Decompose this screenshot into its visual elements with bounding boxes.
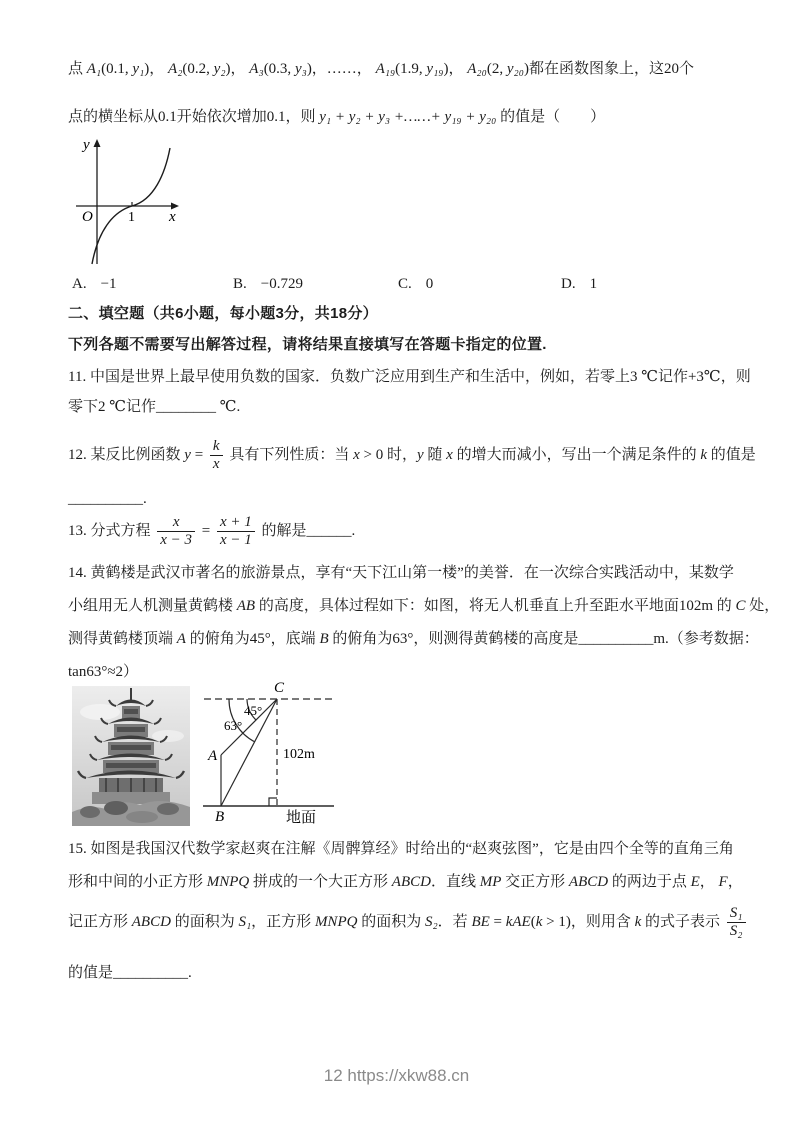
question11-line2: 零下2 ℃记作________ ℃. (68, 399, 241, 415)
angle-45-label: 45° (244, 703, 263, 718)
section-header: 二、填空题（共6小题，每小题3分，共18分） (68, 305, 378, 322)
ground-label: 地面 (286, 810, 317, 826)
page-footer: 12 https://xkw88.cn (323, 1066, 470, 1085)
graph-axes (76, 139, 179, 264)
question12-answer-blank: __________. (68, 491, 147, 507)
question12-line1: 12. 某反比例函数 y = $\frac{k}{x}$ 具有下列性质：当 x > 0 时，y 随 x 的增大而减小，写出一个满足条件的 k 的值是 (68, 438, 756, 473)
measurement-diagram (196, 678, 341, 830)
question14-line1: 14. 黄鹤楼是武汉市著名的旅游景点，享有“天下江山第一楼”的美誉．在一次综合实践活动中，某数学 (68, 565, 734, 581)
question10-line1: 点 A₁(0.1, y₁)， A₂(0.2, y₂)， A₃(0.3, y₃)，……， A₁₉(1.9, y₁₉)， A₂₀(2, y₂₀)都在函数图象上，这20个 (68, 61, 694, 77)
point-c-label: C (274, 680, 285, 696)
yellow-crane-tower-photo (72, 686, 190, 826)
question15-line2: 形和中间的小正方形 MNPQ 拼成的一个大正方形 ABCD．直线 MP 交正方形 ABCD 的两边于点 E， F， (68, 874, 743, 890)
question13-line: 13. 分式方程 $\frac{x}{x - 3}$ = $\frac{x + 1}{x - 1}$ 的解是______. (68, 514, 356, 549)
question15-line1: 15. 如图是我国汉代数学家赵爽在注解《周髀算经》时给出的“赵爽弦图”，它是由四个全等的直角三角 (68, 841, 734, 857)
graph-x-label: x (169, 209, 176, 225)
angle-63-label: 63° (224, 718, 243, 733)
graph-origin-label: O (82, 209, 93, 225)
section-instruction: 下列各题不需要写出解答过程，请将结果直接填写在答题卡指定的位置. (68, 336, 547, 353)
option-c (398, 276, 433, 293)
graph-tick-1-label: 1 (128, 210, 135, 225)
question14-line4: tan63°≈2） (68, 664, 139, 680)
option-a-letter: A. (72, 276, 87, 292)
height-102m-label: 102m (283, 747, 315, 762)
point-b-label: B (215, 809, 225, 825)
question15-line4: 的值是__________. (68, 965, 192, 981)
option-d (561, 276, 597, 293)
question14-line2: 小组用无人机测量黄鹤楼 AB 的高度，具体过程如下：如图，将无人机垂直上升至距水平地面102m 的 C 处， (68, 598, 780, 614)
option-d-value: 1 (589, 276, 598, 292)
option-b (233, 276, 303, 293)
question15-line3: 记正方形 ABCD 的面积为 S₁，正方形 MNPQ 的面积为 S₂．若 BE = kAE(k > 1)，则用含 k 的式子表示 $\frac{\text{S₁}}{\text{S₂}}$ (68, 905, 736, 941)
option-c-value: 0 (425, 276, 434, 292)
option-a-value: −1 (100, 276, 117, 292)
option-a (72, 276, 117, 293)
option-d-letter: D. (561, 276, 576, 292)
question14-line3: 测得黄鹤楼顶端 A 的俯角为45°，底端 B 的俯角为63°，则测得黄鹤楼的高度是__________m.（参考数据： (68, 631, 759, 647)
fraction: $\frac{x}{x - 3}$ (157, 514, 195, 550)
fraction: $\frac{k}{x}$ (210, 438, 223, 474)
function-graph (70, 136, 188, 268)
question11-line1: 11. 中国是世界上最早使用负数的国家．负数广泛应用到生产和生活中，例如，若零上3 ℃记作+3℃，则 (68, 369, 751, 385)
point-a-label: A (208, 748, 218, 764)
choice-options (0, 276, 793, 300)
question10-line2: 点的横坐标从0.1开始依次增加0.1，则 y₁ + y₂ + y₃ +……+ y₁₉ + y₂₀ 的值是（ ） (68, 109, 606, 125)
graph-y-label: y (83, 137, 90, 153)
fraction: $\frac{\text{S₁}}{\text{S₂}}$ (727, 905, 746, 941)
option-b-letter: B. (233, 276, 247, 292)
option-c-letter: C. (398, 276, 412, 292)
y-axis-arrow (94, 139, 101, 147)
fraction: $\frac{x + 1}{x - 1}$ (217, 514, 255, 550)
right-angle-mark (269, 798, 277, 806)
option-b-value: −0.729 (260, 276, 303, 292)
